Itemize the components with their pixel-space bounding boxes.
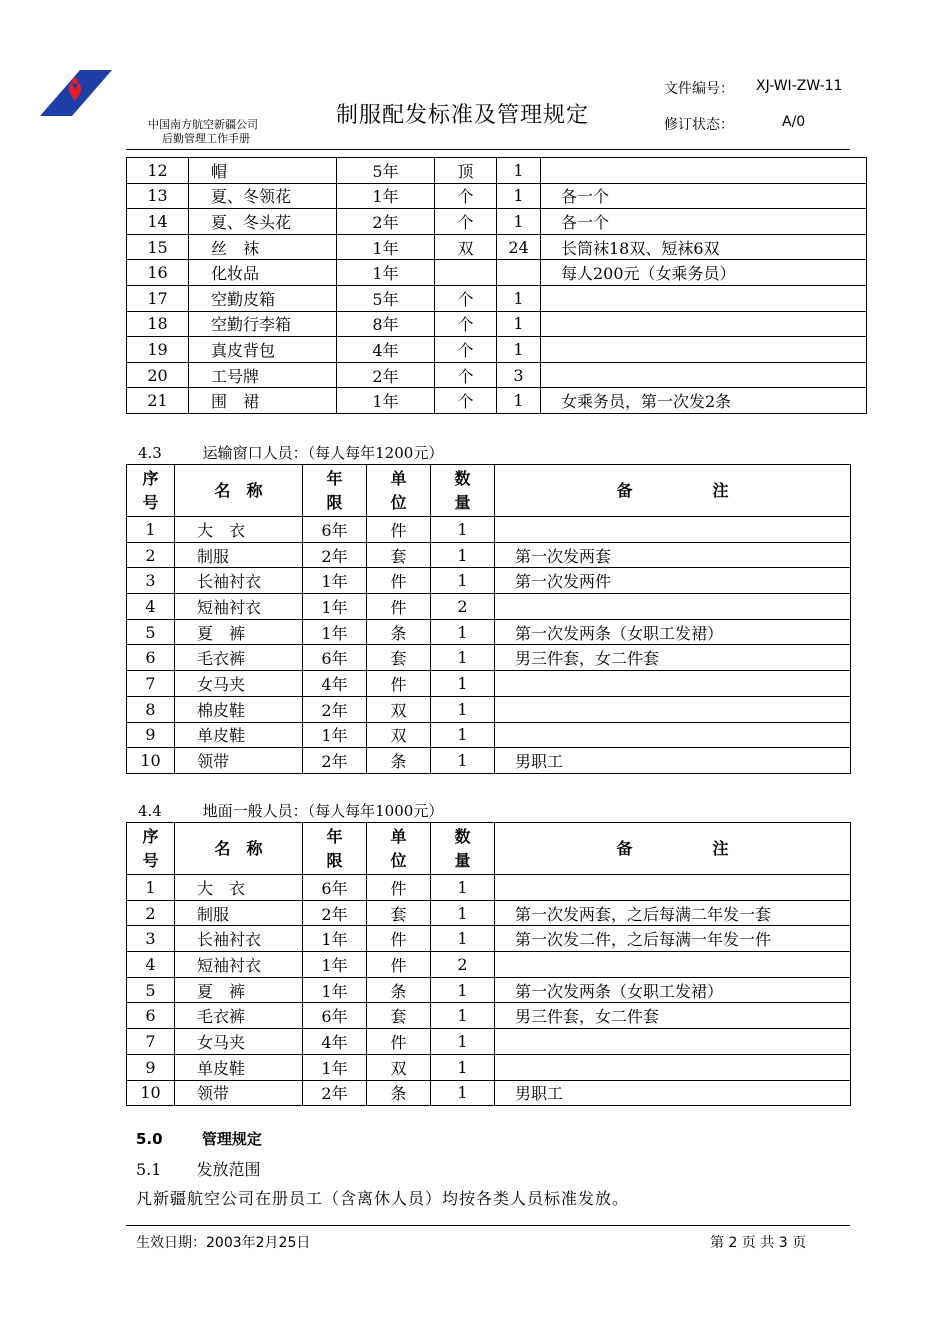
table-row <box>127 594 851 620</box>
page-number: 第 2 页 共 3 页 <box>710 1235 807 1251</box>
header-unit: 单 位 <box>367 465 431 517</box>
cell-remark: 第一次发二件，之后每满一年发一件 <box>495 926 851 952</box>
cell-seq: 2 <box>127 900 175 926</box>
cell-remark <box>495 671 851 697</box>
table-header-row <box>127 465 851 517</box>
cell-remark: 男职工 <box>495 748 851 774</box>
cell-remark: 各一个 <box>541 209 867 235</box>
doc-number-row <box>664 78 843 98</box>
cell-item-name: 空勤皮箱 <box>189 285 337 311</box>
header-name: 名 称 <box>175 823 303 875</box>
section-5-1-paragraph: 凡新疆航空公司在册员工（含离休人员）均按各类人员标准发放。 <box>136 1189 630 1208</box>
cell-item-name: 真皮背包 <box>189 337 337 363</box>
cell-item-name: 毛衣裤 <box>175 645 303 671</box>
cell-seq: 6 <box>127 1003 175 1029</box>
table-row <box>127 722 851 748</box>
header-period: 年 限 <box>303 465 367 517</box>
table-row <box>127 234 867 260</box>
cell-seq: 5 <box>127 977 175 1003</box>
cell-remark <box>495 517 851 543</box>
section-title: 管理规定 <box>201 1130 262 1148</box>
cell-remark <box>495 1054 851 1080</box>
cell-item-name: 空勤行李箱 <box>189 311 337 337</box>
cell-item-name: 长袖衬衣 <box>175 926 303 952</box>
cell-unit: 件 <box>367 517 431 543</box>
cell-remark: 各一个 <box>541 183 867 209</box>
cell-seq: 1 <box>127 517 175 543</box>
cell-period: 6年 <box>303 875 367 901</box>
cell-item-name: 夏、冬领花 <box>189 183 337 209</box>
effective-date: 生效日期：2003年2月25日 <box>136 1235 311 1251</box>
table-row <box>127 568 851 594</box>
cell-unit: 条 <box>367 619 431 645</box>
cell-seq: 3 <box>127 926 175 952</box>
cell-period: 4年 <box>303 671 367 697</box>
cell-item-name: 大 衣 <box>175 875 303 901</box>
cell-quantity: 1 <box>431 722 495 748</box>
cell-item-name: 短袖衬衣 <box>175 952 303 978</box>
cell-item-name: 领带 <box>175 748 303 774</box>
cell-quantity: 1 <box>431 748 495 774</box>
header-rule <box>126 149 850 150</box>
cell-remark <box>495 1029 851 1055</box>
cell-item-name: 帽 <box>189 158 337 184</box>
cell-seq: 15 <box>127 234 189 260</box>
table-row <box>127 748 851 774</box>
cell-item-name: 制服 <box>175 542 303 568</box>
cell-seq: 4 <box>127 594 175 620</box>
table-row <box>127 875 851 901</box>
cell-remark <box>541 337 867 363</box>
cell-unit: 个 <box>435 311 497 337</box>
cell-remark <box>541 311 867 337</box>
cell-item-name: 女马夹 <box>175 671 303 697</box>
cell-item-name: 化妆品 <box>189 260 337 286</box>
cell-item-name: 短袖衬衣 <box>175 594 303 620</box>
kapok-airline-logo <box>40 68 112 116</box>
cell-quantity: 1 <box>431 875 495 901</box>
table-row <box>127 926 851 952</box>
section-number: 5.0 <box>136 1130 163 1148</box>
cell-quantity: 1 <box>431 645 495 671</box>
cell-quantity: 1 <box>497 388 541 414</box>
cell-seq: 13 <box>127 183 189 209</box>
cell-quantity: 1 <box>497 311 541 337</box>
table-row <box>127 362 867 388</box>
cell-quantity: 1 <box>497 285 541 311</box>
cell-period: 6年 <box>303 645 367 671</box>
cell-remark: 第一次发两条（女职工发裙） <box>495 977 851 1003</box>
table-row <box>127 1003 851 1029</box>
cell-seq: 7 <box>127 671 175 697</box>
table-row <box>127 542 851 568</box>
table-row <box>127 260 867 286</box>
table-row <box>127 1080 851 1106</box>
cell-unit: 套 <box>367 645 431 671</box>
cell-seq: 10 <box>127 748 175 774</box>
cell-period: 1年 <box>303 1054 367 1080</box>
cell-seq: 8 <box>127 696 175 722</box>
cell-period: 1年 <box>337 260 435 286</box>
cell-seq: 9 <box>127 722 175 748</box>
cell-period: 2年 <box>303 542 367 568</box>
cell-item-name: 毛衣裤 <box>175 1003 303 1029</box>
cell-remark <box>541 362 867 388</box>
cell-item-name: 棉皮鞋 <box>175 696 303 722</box>
cell-quantity: 1 <box>497 209 541 235</box>
table-row <box>127 388 867 414</box>
revision-status: A/0 <box>782 114 806 130</box>
cell-period: 6年 <box>303 517 367 543</box>
cell-unit: 条 <box>367 1080 431 1106</box>
cell-quantity: 1 <box>431 900 495 926</box>
cell-unit: 个 <box>435 209 497 235</box>
cell-unit: 双 <box>367 722 431 748</box>
header-quantity: 数 量 <box>431 465 495 517</box>
uniform-table-transport-window <box>126 464 851 774</box>
cell-unit: 套 <box>367 900 431 926</box>
cell-unit: 件 <box>367 952 431 978</box>
table-row <box>127 671 851 697</box>
cell-period: 1年 <box>303 619 367 645</box>
header-quantity: 数 量 <box>431 823 495 875</box>
table-row <box>127 337 867 363</box>
section-title: 运输窗口人员：（每人每年1200元） <box>202 444 444 462</box>
cell-period: 8年 <box>337 311 435 337</box>
cell-seq: 19 <box>127 337 189 363</box>
cell-unit: 件 <box>367 671 431 697</box>
cell-unit: 件 <box>367 926 431 952</box>
cell-item-name: 单皮鞋 <box>175 1054 303 1080</box>
cell-quantity: 1 <box>431 671 495 697</box>
cell-remark <box>541 285 867 311</box>
cell-seq: 20 <box>127 362 189 388</box>
section-number: 4.4 <box>138 802 162 820</box>
cell-unit: 双 <box>435 234 497 260</box>
cell-item-name: 丝 袜 <box>189 234 337 260</box>
subsection-number: 5.1 <box>136 1160 162 1179</box>
cell-remark <box>495 722 851 748</box>
cell-period: 1年 <box>337 183 435 209</box>
revision-label: 修订状态： <box>664 117 734 133</box>
cell-unit: 个 <box>435 362 497 388</box>
cell-remark <box>495 875 851 901</box>
cell-remark: 男三件套，女二件套 <box>495 645 851 671</box>
cell-quantity: 1 <box>497 337 541 363</box>
header-seq: 序 号 <box>127 823 175 875</box>
cell-remark: 男三件套，女二件套 <box>495 1003 851 1029</box>
cell-period: 4年 <box>337 337 435 363</box>
section-title: 地面一般人员：（每人每年1000元） <box>202 802 444 820</box>
cell-item-name: 夏 裤 <box>175 619 303 645</box>
cell-seq: 3 <box>127 568 175 594</box>
company-name <box>148 118 258 146</box>
table-row <box>127 158 867 184</box>
cell-quantity: 24 <box>497 234 541 260</box>
cell-unit: 条 <box>367 977 431 1003</box>
cell-period: 1年 <box>303 722 367 748</box>
cell-remark: 每人200元（女乘务员） <box>541 260 867 286</box>
cell-unit <box>435 260 497 286</box>
cell-remark: 女乘务员，第一次发2条 <box>541 388 867 414</box>
header-remark: 备 注 <box>495 823 851 875</box>
cell-remark <box>541 158 867 184</box>
cell-quantity: 1 <box>431 696 495 722</box>
cell-quantity: 1 <box>431 1029 495 1055</box>
cell-seq: 16 <box>127 260 189 286</box>
table-row <box>127 696 851 722</box>
table-row <box>127 1029 851 1055</box>
cell-period: 1年 <box>303 568 367 594</box>
footer-rule <box>126 1225 850 1226</box>
cell-period: 1年 <box>303 977 367 1003</box>
table-row <box>127 285 867 311</box>
cell-remark: 长筒袜18双、短袜6双 <box>541 234 867 260</box>
cell-quantity: 1 <box>431 1054 495 1080</box>
table-row <box>127 619 851 645</box>
cell-quantity: 1 <box>431 619 495 645</box>
cell-seq: 1 <box>127 875 175 901</box>
cell-period: 2年 <box>303 696 367 722</box>
header-unit: 单 位 <box>367 823 431 875</box>
revision-row <box>664 114 806 134</box>
uniform-table-cabin-crew <box>126 157 867 414</box>
cell-remark: 男职工 <box>495 1080 851 1106</box>
cell-period: 5年 <box>337 285 435 311</box>
cell-item-name: 大 衣 <box>175 517 303 543</box>
cell-remark <box>495 594 851 620</box>
cell-unit: 双 <box>367 1054 431 1080</box>
cell-seq: 9 <box>127 1054 175 1080</box>
cell-quantity: 1 <box>431 926 495 952</box>
cell-period: 1年 <box>303 952 367 978</box>
cell-period: 6年 <box>303 1003 367 1029</box>
cell-quantity: 1 <box>431 1003 495 1029</box>
table-row <box>127 952 851 978</box>
cell-unit: 条 <box>367 748 431 774</box>
cell-seq: 12 <box>127 158 189 184</box>
cell-quantity: 1 <box>431 517 495 543</box>
cell-quantity: 1 <box>431 977 495 1003</box>
table-header-row <box>127 823 851 875</box>
table-row <box>127 977 851 1003</box>
cell-unit: 个 <box>435 388 497 414</box>
cell-item-name: 女马夹 <box>175 1029 303 1055</box>
table-row <box>127 209 867 235</box>
cell-seq: 4 <box>127 952 175 978</box>
cell-item-name: 围 裙 <box>189 388 337 414</box>
cell-remark: 第一次发两套 <box>495 542 851 568</box>
cell-seq: 2 <box>127 542 175 568</box>
header-period: 年 限 <box>303 823 367 875</box>
cell-quantity: 1 <box>497 158 541 184</box>
cell-remark <box>495 952 851 978</box>
cell-item-name: 单皮鞋 <box>175 722 303 748</box>
cell-period: 2年 <box>303 748 367 774</box>
cell-item-name: 夏 裤 <box>175 977 303 1003</box>
cell-period: 2年 <box>303 900 367 926</box>
table-row <box>127 311 867 337</box>
cell-period: 1年 <box>303 594 367 620</box>
subsection-title: 发放范围 <box>196 1160 261 1179</box>
cell-quantity: 2 <box>431 952 495 978</box>
cell-remark: 第一次发两条（女职工发裙） <box>495 619 851 645</box>
cell-seq: 18 <box>127 311 189 337</box>
cell-item-name: 制服 <box>175 900 303 926</box>
doc-number-label: 文件编号： <box>664 81 734 97</box>
header-name: 名 称 <box>175 465 303 517</box>
cell-unit: 件 <box>367 594 431 620</box>
cell-period: 4年 <box>303 1029 367 1055</box>
cell-item-name: 长袖衬衣 <box>175 568 303 594</box>
cell-unit: 套 <box>367 1003 431 1029</box>
cell-period: 1年 <box>303 926 367 952</box>
cell-quantity: 1 <box>431 1080 495 1106</box>
cell-seq: 7 <box>127 1029 175 1055</box>
cell-unit: 件 <box>367 568 431 594</box>
header-seq: 序 号 <box>127 465 175 517</box>
cell-remark: 第一次发两套，之后每满二年发一套 <box>495 900 851 926</box>
cell-seq: 21 <box>127 388 189 414</box>
header-remark: 备 注 <box>495 465 851 517</box>
cell-remark: 第一次发两件 <box>495 568 851 594</box>
cell-unit: 顶 <box>435 158 497 184</box>
cell-period: 5年 <box>337 158 435 184</box>
cell-quantity: 2 <box>431 594 495 620</box>
section-number: 4.3 <box>138 444 162 462</box>
cell-item-name: 夏、冬头花 <box>189 209 337 235</box>
cell-seq: 6 <box>127 645 175 671</box>
cell-seq: 17 <box>127 285 189 311</box>
cell-quantity <box>497 260 541 286</box>
cell-seq: 10 <box>127 1080 175 1106</box>
cell-seq: 14 <box>127 209 189 235</box>
company-line-1: 中国南方航空新疆公司 <box>148 118 258 131</box>
cell-quantity: 1 <box>431 568 495 594</box>
cell-seq: 5 <box>127 619 175 645</box>
cell-quantity: 3 <box>497 362 541 388</box>
section-4-4-heading <box>138 800 443 821</box>
cell-remark <box>495 696 851 722</box>
cell-period: 1年 <box>337 388 435 414</box>
uniform-table-ground-staff <box>126 822 851 1106</box>
cell-period: 2年 <box>337 362 435 388</box>
table-row <box>127 645 851 671</box>
cell-unit: 个 <box>435 337 497 363</box>
section-5-1-heading <box>136 1157 261 1180</box>
table-row <box>127 900 851 926</box>
cell-period: 2年 <box>303 1080 367 1106</box>
cell-item-name: 领带 <box>175 1080 303 1106</box>
cell-period: 2年 <box>337 209 435 235</box>
cell-unit: 套 <box>367 542 431 568</box>
table-row <box>127 183 867 209</box>
cell-unit: 个 <box>435 285 497 311</box>
cell-period: 1年 <box>337 234 435 260</box>
company-line-2: 后勤管理工作手册 <box>162 132 250 145</box>
cell-unit: 件 <box>367 1029 431 1055</box>
document-title: 制服配发标准及管理规定 <box>336 103 590 128</box>
section-4-3-heading <box>138 442 443 463</box>
cell-quantity: 1 <box>497 183 541 209</box>
cell-unit: 件 <box>367 875 431 901</box>
cell-quantity: 1 <box>431 542 495 568</box>
section-5-heading <box>136 1128 262 1149</box>
cell-unit: 双 <box>367 696 431 722</box>
cell-item-name: 工号牌 <box>189 362 337 388</box>
cell-unit: 个 <box>435 183 497 209</box>
table-row <box>127 1054 851 1080</box>
doc-number: XJ-WI-ZW-11 <box>756 78 843 94</box>
table-row <box>127 517 851 543</box>
